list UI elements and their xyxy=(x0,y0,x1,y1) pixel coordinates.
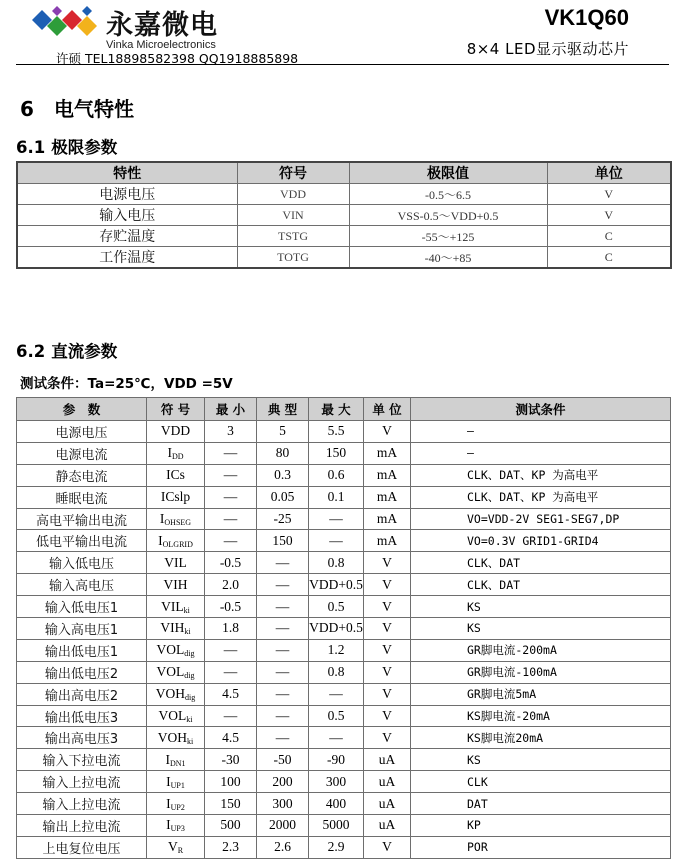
table-row xyxy=(17,464,671,486)
cell-test-condition: KS xyxy=(411,596,671,618)
cell-symbol xyxy=(147,530,205,552)
col-header-parameter: 参 数 xyxy=(17,398,147,421)
cell-parameter: 输出低电压2 xyxy=(17,661,147,683)
table-row xyxy=(17,442,671,464)
cell-max: 1.2 xyxy=(309,639,364,661)
symbol-base: V xyxy=(167,839,178,855)
cell-max: 0.5 xyxy=(309,596,364,618)
cell-symbol xyxy=(147,508,205,530)
cell-min: — xyxy=(205,639,257,661)
symbol-base: ICs xyxy=(166,467,185,483)
cell-min: 2.0 xyxy=(205,574,257,596)
cell-unit: V xyxy=(364,618,411,640)
cell-max: -90 xyxy=(309,749,364,771)
table-row xyxy=(17,771,671,793)
header-divider xyxy=(16,64,669,65)
cell-max: 2.9 xyxy=(309,836,364,858)
section-number: 6.2 xyxy=(16,342,46,361)
cell-test-condition: DAT xyxy=(411,793,671,815)
cell-symbol: VDD xyxy=(237,184,349,205)
cell-unit: uA xyxy=(364,793,411,815)
symbol-base: VOH xyxy=(157,729,187,745)
table-row xyxy=(17,596,671,618)
symbol-subscript: dig xyxy=(184,649,195,659)
cell-test-condition: KS xyxy=(411,749,671,771)
cell-typ: 0.3 xyxy=(257,464,309,486)
table-row xyxy=(17,247,671,269)
cell-test-condition: KS xyxy=(411,618,671,640)
cell-limit: VSS-0.5～VDD+0.5 xyxy=(349,205,547,226)
cell-max: — xyxy=(309,727,364,749)
col-header-unit: 单 位 xyxy=(364,398,411,421)
symbol-base: I xyxy=(159,511,165,526)
cell-min: — xyxy=(205,464,257,486)
cell-max: 0.8 xyxy=(309,552,364,574)
cell-parameter: 上电复位电压 xyxy=(17,836,147,858)
table-row xyxy=(17,552,671,574)
cell-symbol xyxy=(147,421,205,443)
table-row xyxy=(17,793,671,815)
cell-unit: mA xyxy=(364,442,411,464)
cell-unit: mA xyxy=(364,486,411,508)
cell-typ: -25 xyxy=(257,508,309,530)
table-row xyxy=(17,530,671,552)
cell-symbol xyxy=(147,486,205,508)
cell-limit: -0.5～6.5 xyxy=(349,184,547,205)
cell-symbol xyxy=(147,749,205,771)
cell-unit: uA xyxy=(364,749,411,771)
cell-symbol: TSTG xyxy=(237,226,349,247)
col-header-symbol: 符号 xyxy=(237,162,349,184)
table-row xyxy=(17,639,671,661)
cell-typ: 5 xyxy=(257,421,309,443)
symbol-base: I xyxy=(165,751,170,767)
cell-typ: — xyxy=(257,574,309,596)
cell-min: — xyxy=(205,442,257,464)
cell-parameter: 电源电压 xyxy=(17,421,147,443)
table-header-row xyxy=(17,162,671,184)
symbol-base: VOL xyxy=(158,708,187,724)
cell-min: 3 xyxy=(205,421,257,443)
cell-test-condition: CLK xyxy=(411,771,671,793)
cell-min: 1.8 xyxy=(205,618,257,640)
cell-unit: mA xyxy=(364,530,411,552)
cell-symbol xyxy=(147,815,205,837)
cell-typ: 300 xyxy=(257,793,309,815)
cell-typ: 0.05 xyxy=(257,486,309,508)
table-row xyxy=(17,705,671,727)
cell-unit: V xyxy=(364,705,411,727)
cell-parameter: 输入低电压1 xyxy=(17,596,147,618)
cell-symbol xyxy=(147,661,205,683)
symbol-subscript: ki xyxy=(183,605,190,615)
cell-unit: V xyxy=(364,552,411,574)
cell-typ: 80 xyxy=(257,442,309,464)
cell-unit: uA xyxy=(364,815,411,837)
symbol-base: I xyxy=(166,773,171,789)
cell-parameter: 输入高电压1 xyxy=(17,618,147,640)
cell-test-condition: CLK、DAT、KP 为高电平 xyxy=(411,486,671,508)
cell-typ: — xyxy=(257,683,309,705)
cell-min: — xyxy=(205,530,257,552)
symbol-subscript: ki xyxy=(187,736,194,746)
symbol-subscript: UP1 xyxy=(170,780,185,790)
cell-unit: V xyxy=(364,683,411,705)
cell-unit: V xyxy=(364,639,411,661)
table-row xyxy=(17,486,671,508)
cell-min: — xyxy=(205,486,257,508)
symbol-base: I xyxy=(167,445,172,461)
cell-unit: V xyxy=(364,596,411,618)
cell-parameter: 睡眠电流 xyxy=(17,486,147,508)
cell-typ: 150 xyxy=(257,530,309,552)
symbol-subscript: R xyxy=(177,846,184,856)
cell-symbol xyxy=(147,574,205,596)
cell-max: — xyxy=(309,508,364,530)
cell-unit: V xyxy=(547,184,671,205)
symbol-base: ICslp xyxy=(160,489,191,505)
cell-unit: C xyxy=(547,226,671,247)
cell-typ: — xyxy=(257,705,309,727)
cell-symbol: VIN xyxy=(237,205,349,226)
cell-typ: — xyxy=(257,596,309,618)
cell-symbol xyxy=(147,552,205,574)
cell-min: 100 xyxy=(205,771,257,793)
cell-symbol: TOTG xyxy=(237,247,349,269)
symbol-subscript: OLGRID xyxy=(162,539,193,549)
cell-test-condition: CLK、DAT、KP 为高电平 xyxy=(411,464,671,486)
symbol-base: VIL xyxy=(164,554,187,570)
table-row xyxy=(17,749,671,771)
cell-min: 4.5 xyxy=(205,727,257,749)
symbol-base: VOL xyxy=(156,642,185,658)
absolute-max-ratings-table xyxy=(16,161,672,269)
section-6-heading xyxy=(20,93,134,122)
cell-parameter: 电源电流 xyxy=(17,442,147,464)
cell-test-condition: CLK、DAT xyxy=(411,552,671,574)
cell-min: -30 xyxy=(205,749,257,771)
cell-typ: — xyxy=(257,618,309,640)
cell-typ: 200 xyxy=(257,771,309,793)
table-row xyxy=(17,574,671,596)
table-row xyxy=(17,618,671,640)
col-header-symbol: 符 号 xyxy=(147,398,205,421)
col-header-test-condition: 测试条件 xyxy=(411,398,671,421)
cell-parameter: 输入低电压 xyxy=(17,552,147,574)
table-row xyxy=(17,683,671,705)
cell-characteristic: 存贮温度 xyxy=(17,226,237,247)
cell-unit: V xyxy=(364,727,411,749)
cell-symbol xyxy=(147,771,205,793)
section-6-1-heading xyxy=(16,134,117,158)
cell-min: 4.5 xyxy=(205,683,257,705)
symbol-base: VDD xyxy=(160,423,191,439)
cell-parameter: 静态电流 xyxy=(17,464,147,486)
cell-max: 0.1 xyxy=(309,486,364,508)
cell-typ: — xyxy=(257,727,309,749)
cell-max: 150 xyxy=(309,442,364,464)
table-row xyxy=(17,205,671,226)
cell-parameter: 输入高电压 xyxy=(17,574,147,596)
cell-parameter: 输入上拉电流 xyxy=(17,793,147,815)
cell-characteristic: 工作温度 xyxy=(17,247,237,269)
cell-symbol xyxy=(147,618,205,640)
cell-typ: — xyxy=(257,552,309,574)
col-header-characteristic: 特性 xyxy=(17,162,237,184)
cell-typ: — xyxy=(257,639,309,661)
cell-max: 5000 xyxy=(309,815,364,837)
cell-min: — xyxy=(205,705,257,727)
cell-parameter: 输出低电压3 xyxy=(17,705,147,727)
cell-max: — xyxy=(309,683,364,705)
vinka-logo-icon xyxy=(30,6,104,46)
section-number: 6.1 xyxy=(16,138,46,157)
cell-test-condition: GR脚电流-200mA xyxy=(411,639,671,661)
cell-min: 2.3 xyxy=(205,836,257,858)
section-title: 极限参数 xyxy=(51,138,118,157)
cell-limit: -55～+125 xyxy=(349,226,547,247)
symbol-base: I xyxy=(166,817,171,833)
cell-parameter: 高电平输出电流 xyxy=(17,508,147,530)
cell-unit: V xyxy=(364,661,411,683)
col-header-max: 最 大 xyxy=(309,398,364,421)
symbol-subscript: OHSEG xyxy=(164,518,192,527)
cell-test-condition: VO=VDD-2V SEG1-SEG7,DP xyxy=(411,508,671,530)
cell-characteristic: 输入电压 xyxy=(17,205,237,226)
symbol-subscript: ki xyxy=(186,715,193,725)
cell-parameter: 低电平输出电流 xyxy=(17,530,147,552)
cell-max: 300 xyxy=(309,771,364,793)
symbol-base: VIH xyxy=(163,576,188,592)
symbol-base: VOH xyxy=(155,686,185,702)
test-condition: 测试条件：Ta=25℃，VDD =5V xyxy=(20,376,233,392)
brand-name-cn: 永嘉微电 xyxy=(106,10,218,41)
cell-unit: V xyxy=(364,574,411,596)
cell-min: -0.5 xyxy=(205,596,257,618)
table-row xyxy=(17,508,671,530)
cell-max: 5.5 xyxy=(309,421,364,443)
cell-unit: uA xyxy=(364,771,411,793)
cell-test-condition: GR脚电流5mA xyxy=(411,683,671,705)
cell-typ: 2000 xyxy=(257,815,309,837)
cell-test-condition: VO=0.3V GRID1-GRID4 xyxy=(411,530,671,552)
symbol-subscript: DD xyxy=(171,452,184,462)
cell-min: — xyxy=(205,661,257,683)
cell-max: 0.6 xyxy=(309,464,364,486)
cell-test-condition: CLK、DAT xyxy=(411,574,671,596)
cell-max: VDD+0.5 xyxy=(309,574,364,596)
cell-unit: mA xyxy=(364,464,411,486)
symbol-base: I xyxy=(166,795,171,811)
dc-parameters-table xyxy=(16,397,671,859)
cell-test-condition: KS脚电流-20mA xyxy=(411,705,671,727)
table-row xyxy=(17,421,671,443)
cell-test-condition: KS脚电流20mA xyxy=(411,727,671,749)
cell-max: VDD+0.5 xyxy=(309,618,364,640)
cell-symbol xyxy=(147,705,205,727)
table-row xyxy=(17,661,671,683)
cell-test-condition: — xyxy=(411,442,671,464)
cell-min: 500 xyxy=(205,815,257,837)
table-header-row xyxy=(17,398,671,421)
cell-symbol xyxy=(147,464,205,486)
cell-typ: — xyxy=(257,661,309,683)
chip-model: VK1Q60 xyxy=(544,5,629,30)
cell-parameter: 输入下拉电流 xyxy=(17,749,147,771)
cell-unit: mA xyxy=(364,508,411,530)
cell-test-condition: POR xyxy=(411,836,671,858)
symbol-subscript: DN1 xyxy=(169,758,186,768)
table-row xyxy=(17,727,671,749)
symbol-subscript: UP2 xyxy=(170,802,185,812)
table-row xyxy=(17,836,671,858)
col-header-min: 最 小 xyxy=(205,398,257,421)
symbol-subscript: dig xyxy=(185,693,196,703)
table-row xyxy=(17,226,671,247)
cell-max: — xyxy=(309,530,364,552)
table-row xyxy=(17,815,671,837)
cell-symbol xyxy=(147,596,205,618)
cell-parameter: 输出上拉电流 xyxy=(17,815,147,837)
cell-symbol xyxy=(147,793,205,815)
cell-symbol xyxy=(147,683,205,705)
cell-parameter: 输入上拉电流 xyxy=(17,771,147,793)
cell-parameter: 输出低电压1 xyxy=(17,639,147,661)
col-header-limit: 极限值 xyxy=(349,162,547,184)
symbol-subscript: UP3 xyxy=(170,824,185,834)
symbol-subscript: dig xyxy=(184,671,195,681)
symbol-base: VIH xyxy=(160,620,185,636)
cell-max: 400 xyxy=(309,793,364,815)
cell-limit: -40～+85 xyxy=(349,247,547,269)
cell-min: -0.5 xyxy=(205,552,257,574)
symbol-base: VOL xyxy=(156,664,185,680)
cell-typ: -50 xyxy=(257,749,309,771)
section-number: 6 xyxy=(20,97,34,121)
table-row xyxy=(17,184,671,205)
cell-test-condition: GR脚电流-100mA xyxy=(411,661,671,683)
cell-symbol xyxy=(147,639,205,661)
cell-min: — xyxy=(205,508,257,530)
cell-unit: V xyxy=(547,205,671,226)
cell-min: 150 xyxy=(205,793,257,815)
cell-parameter: 输出高电压3 xyxy=(17,727,147,749)
contact-info: 许硕 TEL18898582398 QQ1918885898 xyxy=(56,51,299,66)
cell-parameter: 输出高电压2 xyxy=(17,683,147,705)
cell-unit: V xyxy=(364,421,411,443)
cell-test-condition: — xyxy=(411,421,671,443)
cell-test-condition: KP xyxy=(411,815,671,837)
cell-max: 0.5 xyxy=(309,705,364,727)
cell-symbol xyxy=(147,836,205,858)
cell-unit: C xyxy=(547,247,671,269)
cell-typ: 2.6 xyxy=(257,836,309,858)
symbol-base: I xyxy=(158,532,163,548)
chip-subtitle: 8×4 LED显示驱动芯片 xyxy=(466,40,629,58)
section-title: 电气特性 xyxy=(54,97,134,121)
cell-symbol xyxy=(147,727,205,749)
cell-unit: V xyxy=(364,836,411,858)
col-header-typ: 典 型 xyxy=(257,398,309,421)
cell-symbol xyxy=(147,442,205,464)
section-6-2-heading xyxy=(16,338,117,362)
symbol-subscript: ki xyxy=(184,627,191,637)
brand-name-en: Vinka Microelectronics xyxy=(106,39,216,51)
cell-max: 0.8 xyxy=(309,661,364,683)
symbol-base: VIL xyxy=(161,598,184,614)
cell-characteristic: 电源电压 xyxy=(17,184,237,205)
col-header-unit: 单位 xyxy=(547,162,671,184)
section-title: 直流参数 xyxy=(51,342,118,361)
